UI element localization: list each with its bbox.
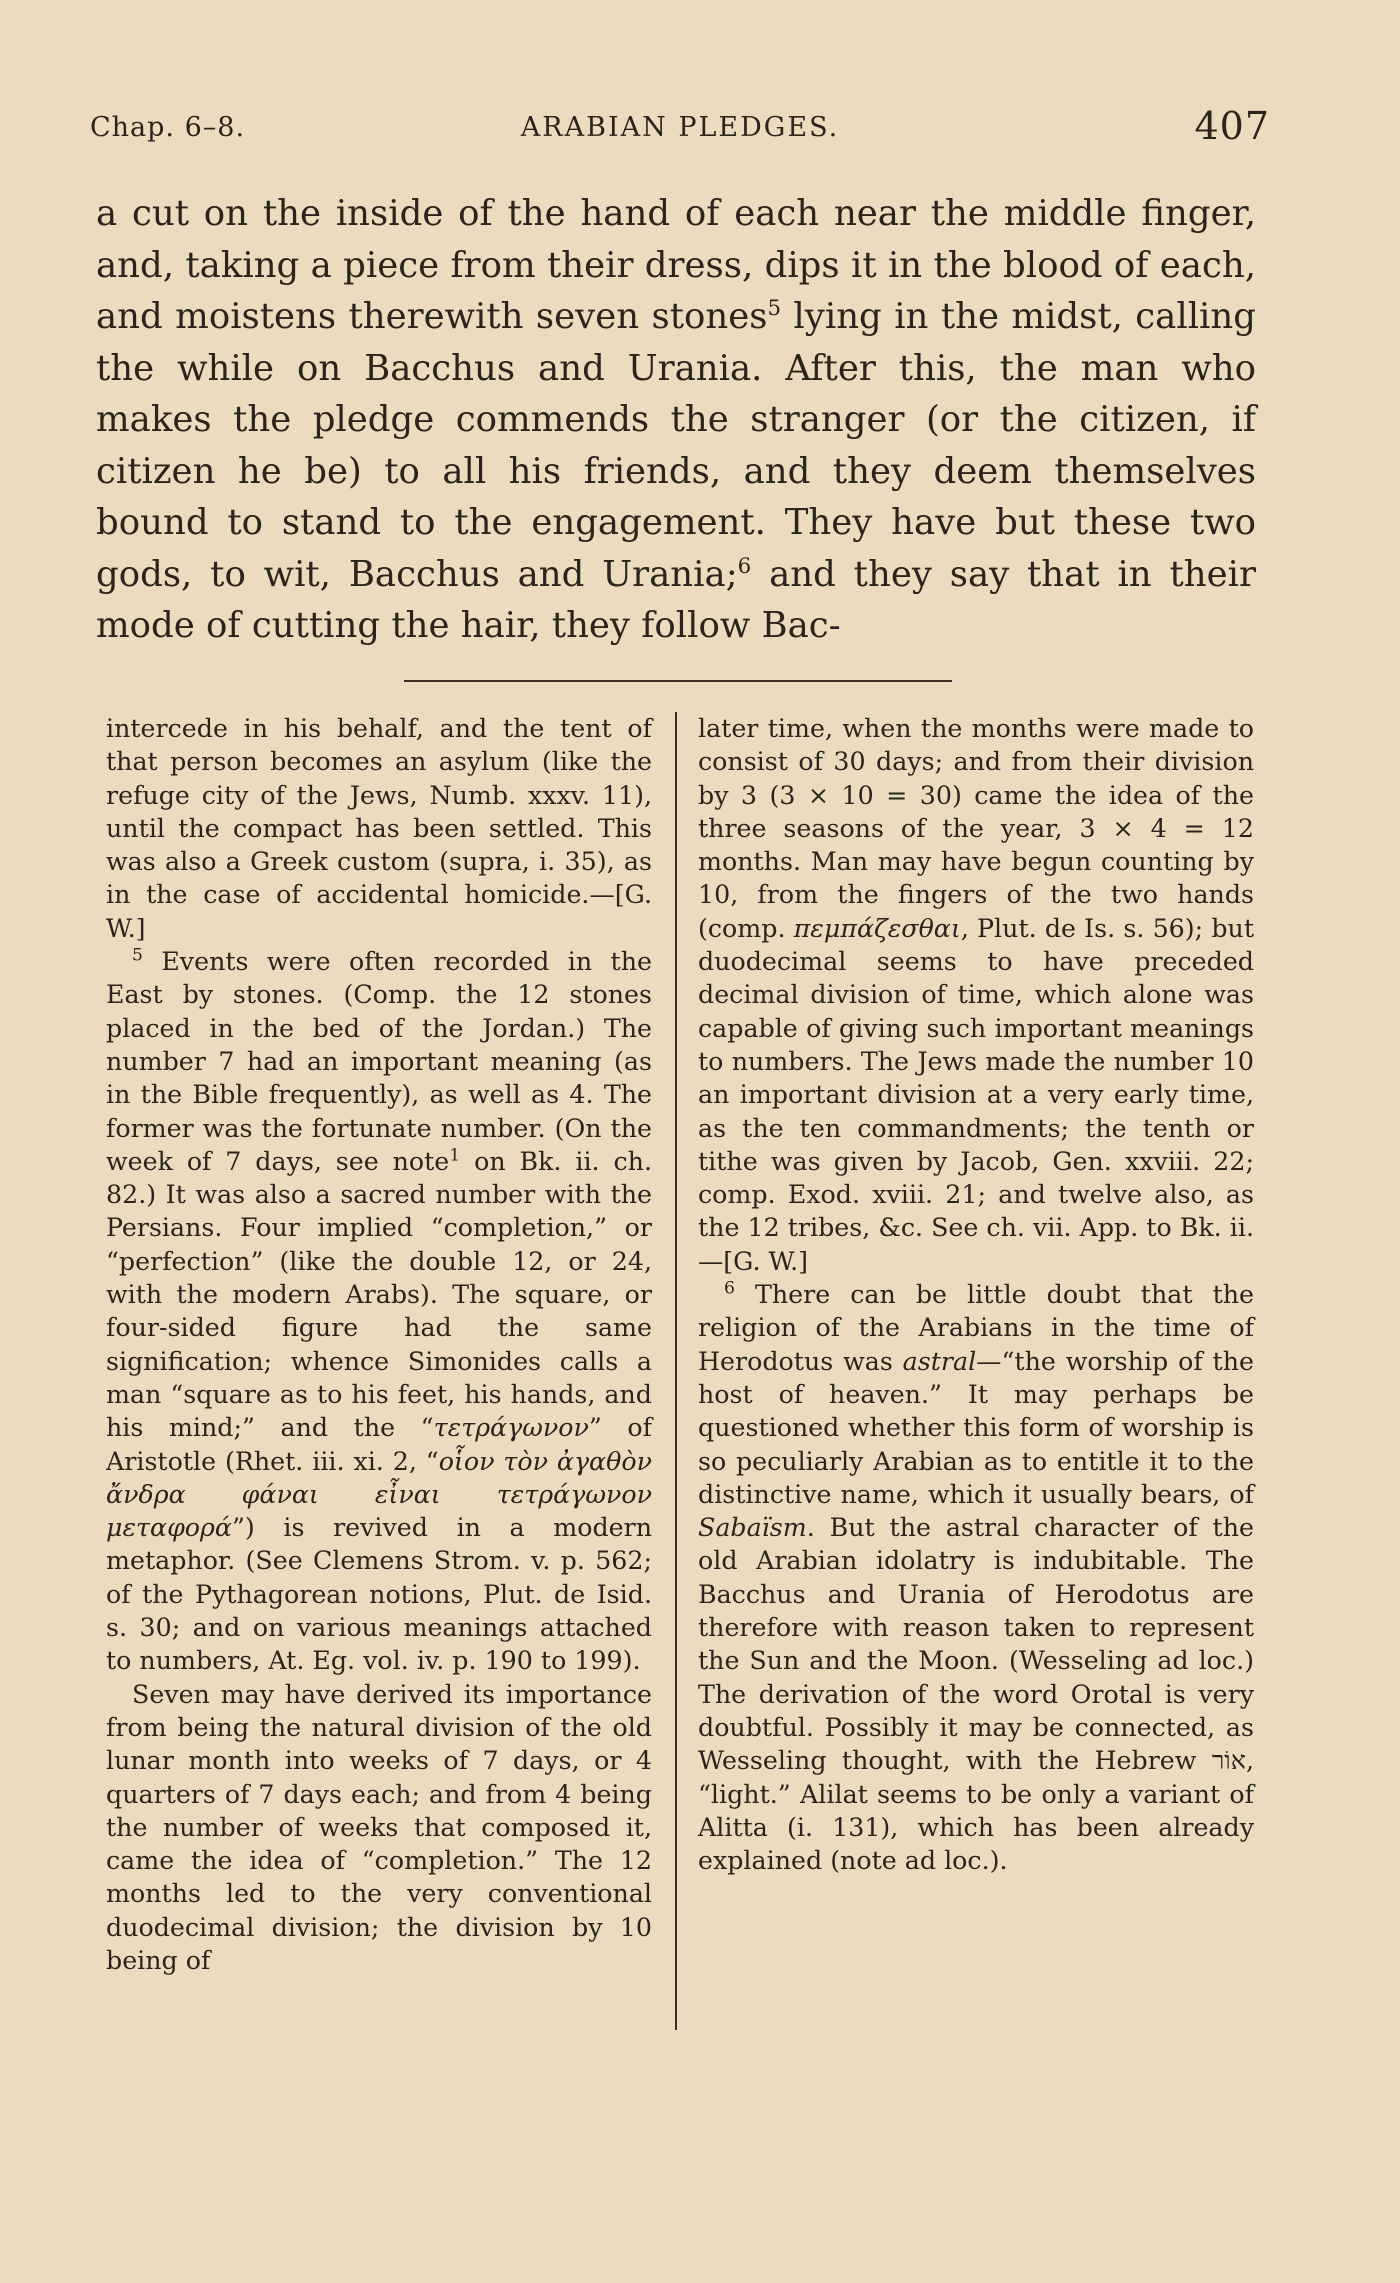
page-title: ARABIAN PLEDGES. — [520, 112, 840, 143]
greek-text: τετράγωνον — [433, 1413, 589, 1443]
main-text — [96, 188, 1256, 652]
chapter-reference: Chap. 6–8. — [90, 112, 246, 143]
footnote-5: $^5$ Events were often recorded in the East by stones. (Comp. the 12 stones placed in the bed of the Jordan.) The number 7 had an important meaning (as in the Bible frequently), as well as 4. The former was the fortunate number. (On the week of 7 days, see note$^1$ on Bk. ii. ch. 82.) It was also a sacred number with the Persians. Four implied “completion,” or “perfection” (like the double 12, or 24, with the modern Arabs). The square, or four-sided figure had the same signification; whence Simonides calls a man “square as to his feet, his hands, and his mind;” and the “τετράγωνον” of Aristotle (Rhet. iii. xi. 2, “οἷον τὸν ἀγαθὸν ἄνδρα φάναι εἶναι τετράγωνον μεταφορά”) is revived in a modern metaphor. (See Clemens Strom. v. p. 562; of the Pythagorean notions, Plut. de Isid. s. 30; and on various meanings attached to numbers, At. Eg. vol. iv. p. 190 to 199). — [106, 945, 652, 1676]
note-reference: 1 — [449, 1145, 461, 1166]
running-header — [90, 104, 1270, 156]
footnote-ref-6: 6 — [737, 553, 752, 579]
footnote-separator-rule — [404, 680, 952, 682]
hebrew-word: אוֹר — [1211, 1746, 1246, 1776]
footnotes-left-column — [106, 712, 652, 1977]
greek-text: πεμπάζεσθαι — [793, 913, 961, 943]
column-divider — [675, 712, 677, 2030]
footnote-number: 5 — [132, 945, 143, 966]
footnote-continuation: intercede in his behalf, and the tent of that person becomes an asylum (like the refuge city of the Jews, Numb. xxxv. 11), until the compact has been settled. This was also a Greek custom (supra, i. 35), as in the case of accidental homicide.—[G. W.] — [106, 714, 652, 943]
main-paragraph: a cut on the inside of the hand of each near the middle finger, and, taking a piece from their dress, dips it in the blood of each, and moistens therewith seven stones$^5$ lying in the midst, calling the while on Bacchus and Urania. After this, the man who makes the pledge commends the stranger (or the citizen, if citizen he be) to all his friends, and they deem themselves bound to stand to the engagement. They have but these two gods, to wit, Bacchus and Urania;$^6$ and they say that in their mode of cutting the hair, they follow Bac- — [96, 193, 1256, 646]
footnote-paragraph: Seven may have derived its importance from being the natural division of the old lunar month into weeks of 7 days, or 4 quarters of 7 days each; and from 4 being the number of weeks that composed it, came the idea of “completion.” The 12 months led to the very conventional duodecimal division; the division by 10 being of — [106, 1679, 652, 1975]
page-number: 407 — [1194, 104, 1270, 148]
footnote-number: 6 — [724, 1278, 735, 1299]
footnote-6: $^6$ There can be little doubt that the religion of the Arabians in the time of Herodotus was astral—“the worship of the host of heaven.” It may perhaps be questioned whether this form of worship is so peculiarly Arabian as to entitle it to the distinctive name, which it usually bears, of Sabaïsm. But the astral character of the old Arabian idolatry is indubitable. The Bacchus and Urania of Herodotus are therefore with reason taken to represent the Sun and the Moon. (Wesseling ad loc.) The derivation of the word Orotal is very doubtful. Possibly it may be connected, as Wesseling thought, with the Hebrew אוֹר, “light.” Alilat seems to be only a variant of Alitta (i. 131), which has been already explained (note ad loc.). — [698, 1278, 1254, 1876]
footnote-ref-5: 5 — [767, 296, 782, 322]
footnotes-right-column — [698, 712, 1254, 1877]
greek-quotation: οἷον τὸν ἀγαθὸν ἄνδρα φάναι εἶναι τετράγωνον μεταφορά — [106, 1446, 652, 1543]
footnote-continuation: later time, when the months were made to consist of 30 days; and from their division by 3 (3 × 10 = 30) came the idea of the three seasons of the year, 3 × 4 = 12 months. Man may have begun counting by 10, from the fingers of the two hands (comp. πεμπάζεσθαι, Plut. de Is. s. 56); but duodecimal seems to have preceded decimal division of time, which alone was capable of giving such important meanings to numbers. The Jews made the number 10 an important division at a very early time, as the ten commandments; the tenth or tithe was given by Jacob, Gen. xxviii. 22; comp. Exod. xviii. 21; and twelve also, as the 12 tribes, &c. See ch. vii. App. to Bk. ii.—[G. W.] — [698, 714, 1254, 1276]
